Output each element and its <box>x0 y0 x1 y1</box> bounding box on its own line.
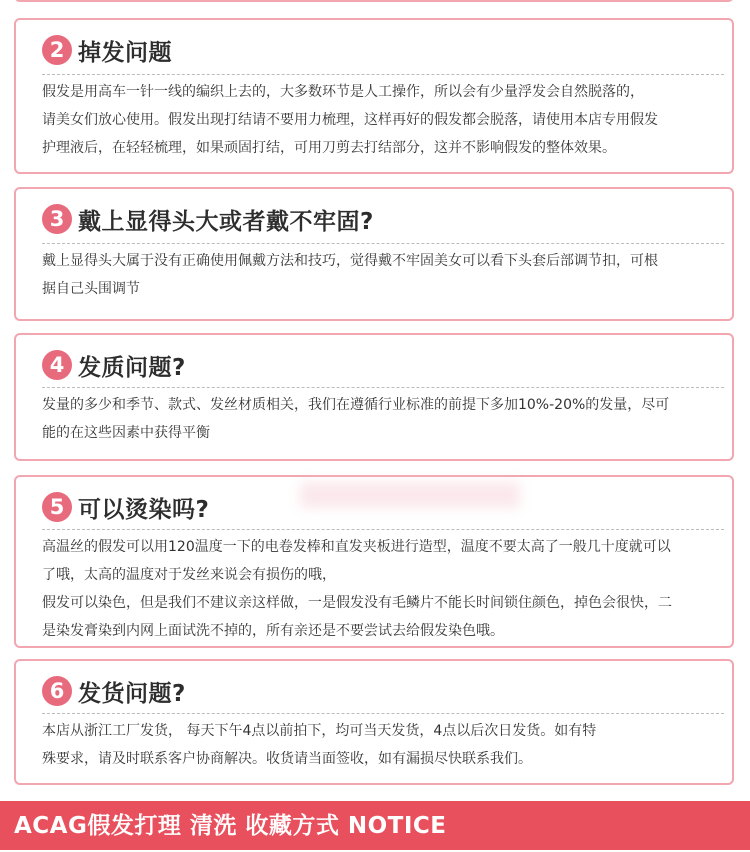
body-line: 戴上显得头大属于没有正确使用佩戴方法和技巧，觉得戴不牢固美女可以看下头套后部调节扣，可根 <box>42 253 658 269</box>
section-body <box>42 533 722 645</box>
body-line: 是染发膏染到内网上面试洗不掉的，所有亲还是不要尝试去给假发染色哦。 <box>42 623 504 639</box>
faq-header <box>42 201 706 237</box>
body-line: 殊要求，请及时联系客户协商解决。收货请当面签收，如有漏损尽快联系我们。 <box>42 751 532 767</box>
faq-card-quality <box>14 333 734 461</box>
section-title: 戴上显得头大或者戴不牢固? <box>78 208 374 235</box>
faq-card-hair-loss <box>14 18 734 174</box>
section-number-badge: 5 <box>42 492 72 522</box>
previous-section-card <box>14 0 734 2</box>
body-line: 能的在这些因素中获得平衡 <box>42 425 210 441</box>
faq-header <box>42 673 706 709</box>
body-line: 高温丝的假发可以用120温度一下的电卷发棒和直发夹板进行造型，温度不要太高了一般几十度就可以 <box>42 539 671 555</box>
body-line: 据自己头围调节 <box>42 281 140 297</box>
body-line: 请美女们放心使用。假发出现打结请不要用力梳理，这样再好的假发都会脱落，请使用本店专用假发 <box>42 112 658 128</box>
section-body <box>42 391 722 447</box>
dashed-divider <box>42 713 724 714</box>
notice-banner <box>0 801 750 850</box>
section-number-badge: 6 <box>42 676 72 706</box>
section-title: 可以烫染吗? <box>78 496 210 523</box>
body-line: 了哦，太高的温度对于发丝来说会有损伤的哦， <box>42 567 336 583</box>
section-number-badge: 4 <box>42 350 72 380</box>
faq-card-shipping <box>14 659 734 785</box>
body-line: 假发是用高车一针一线的编织上去的，大多数环节是人工操作，所以会有少量浮发会自然脱落的， <box>42 84 644 100</box>
faq-card-fit <box>14 187 734 321</box>
section-title: 掉发问题 <box>78 39 172 66</box>
body-line: 发量的多少和季节、款式、发丝材质相关，我们在遵循行业标准的前提下多加10%-20%的发量，尽可 <box>42 397 670 413</box>
dashed-divider <box>42 387 724 388</box>
decorative-glow <box>300 482 520 508</box>
section-number-badge: 2 <box>42 35 72 65</box>
body-line: 本店从浙江工厂发货， 每天下午4点以前拍下，均可当天发货，4点以后次日发货。如有特 <box>42 723 597 739</box>
dashed-divider <box>42 243 724 244</box>
section-title: 发质问题? <box>78 354 186 381</box>
section-body <box>42 247 722 303</box>
faq-header <box>42 347 706 383</box>
banner-title: ACAG假发打理 清洗 收藏方式 NOTICE <box>14 813 447 839</box>
faq-header <box>42 32 706 68</box>
body-line: 假发可以染色，但是我们不建议亲这样做，一是假发没有毛鳞片不能长时间锁住颜色，掉色会很快，二 <box>42 595 672 611</box>
body-line: 护理液后，在轻轻梳理，如果顽固打结，可用刀剪去打结部分，这并不影响假发的整体效果。 <box>42 140 616 156</box>
section-title: 发货问题? <box>78 680 186 707</box>
section-body <box>42 717 722 773</box>
section-number-badge: 3 <box>42 204 72 234</box>
dashed-divider <box>42 529 724 530</box>
section-body <box>42 78 722 162</box>
dashed-divider <box>42 74 724 75</box>
